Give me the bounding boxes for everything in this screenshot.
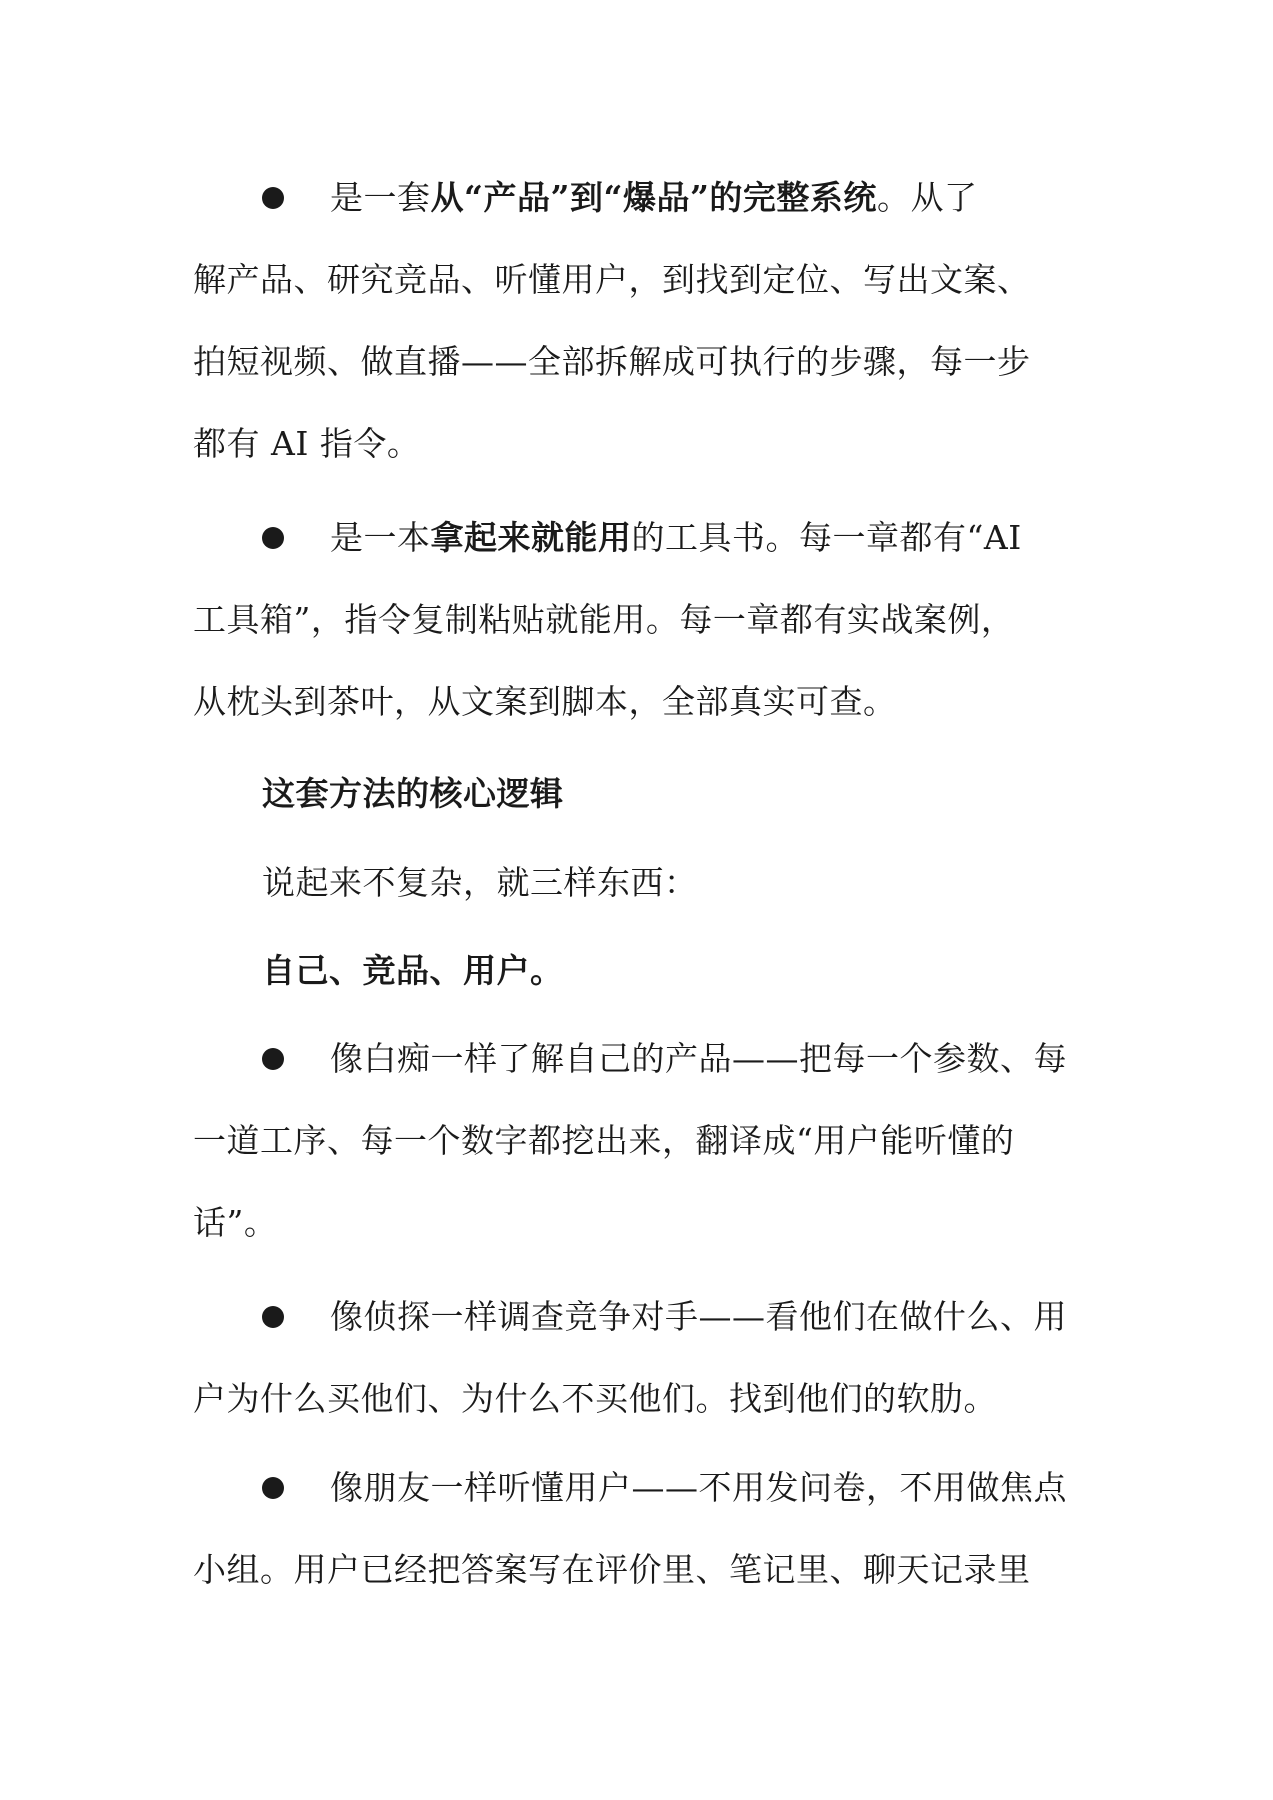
text-run: 是一本	[330, 518, 431, 557]
bullet-2-line-1	[330, 516, 1273, 560]
text-run: 的工具书。每一章都有“AI	[631, 518, 1022, 557]
text-run: 。从了	[876, 178, 978, 217]
text-run: 是一套	[330, 178, 431, 217]
bullet-dot	[262, 1048, 284, 1070]
triad-statement: 自己、竞品、用户。	[262, 951, 564, 990]
bullet-dot	[262, 527, 284, 549]
intro-paragraph: 说起来不复杂，就三样东西：	[262, 863, 698, 902]
bullet-3-line-3: 话”。	[193, 1203, 278, 1242]
bullet-3-line-2: 一道工序、每一个数字都挖出来，翻译成“用户能听懂的	[193, 1121, 1015, 1160]
bullet-5-line-2: 小组。用户已经把答案写在评价里、笔记里、聊天记录里	[193, 1550, 1031, 1589]
bullet-1-line-1	[330, 176, 1273, 220]
bullet-dot	[262, 1306, 284, 1328]
bullet-dot	[262, 1477, 284, 1499]
bold-phrase: 拿起来就能用	[430, 518, 632, 557]
bullet-2-line-3: 从枕头到茶叶，从文案到脚本，全部真实可查。	[193, 682, 897, 721]
bullet-2-line-2: 工具箱”，指令复制粘贴就能用。每一章都有实战案例，	[193, 600, 1015, 639]
bold-phrase: 从“产品”到“爆品”的完整系统	[430, 178, 877, 217]
bullet-5-line-1: 像朋友一样听懂用户——不用发问卷，不用做焦点	[330, 1468, 1067, 1507]
bullet-1-line-2: 解产品、研究竞品、听懂用户，到找到定位、写出文案、	[193, 260, 1031, 299]
bullet-dot	[262, 187, 284, 209]
bullet-3-line-1: 像白痴一样了解自己的产品——把每一个参数、每	[330, 1039, 1067, 1078]
section-heading: 这套方法的核心逻辑	[262, 774, 564, 813]
bullet-1-line-4: 都有 AI 指令。	[193, 424, 421, 463]
bullet-4-line-1: 像侦探一样调查竞争对手——看他们在做什么、用	[330, 1297, 1067, 1336]
bullet-1-line-3: 拍短视频、做直播——全部拆解成可执行的步骤，每一步	[193, 342, 1031, 381]
bullet-4-line-2: 户为什么买他们、为什么不买他们。找到他们的软肋。	[193, 1379, 997, 1418]
